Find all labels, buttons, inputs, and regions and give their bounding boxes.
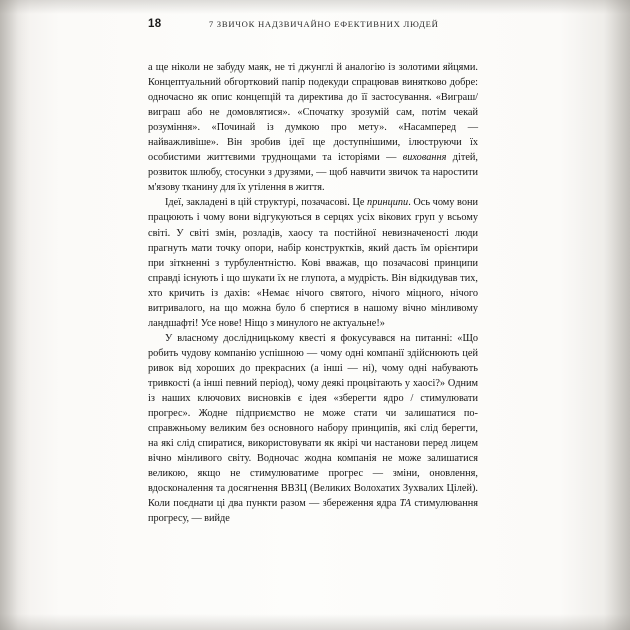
page-number: 18 [148, 18, 162, 30]
paragraph-2: Ідеї, закладені в цій структурі, позачасові. Це принципи. Ось чому вони працюють і чому вони відгукуються в серцях усіх вікових груп у всьому світі. У світі змін, розладів, хаосу та постійної невизначеності люди прагнуть мати точку опори, набір конструктків, який дасть їм орієнтири при зіткненні з турбулентністю. Кові вважав, що позачасові принципи справді існують і що шукати їх не глупота, а мудрість. Він відкидував тих, хто кричить із дахів: «Немає нічого святого, нічого міцного, нічого витривалого, на що можна було б спертися в нашому вічно мінливому ландшафті! Усе нове! Ніщо з минулого не актуальне!» [148, 197, 479, 329]
running-head-title: 7 ЗВИЧОК НАДЗВИЧАЙНО ЕФЕКТИВНИХ ЛЮДЕЙ [208, 19, 439, 29]
paragraph-1: а ще ніколи не забуду маяк, не ті джунглі й аналогію із золотими яйцями. Концептуальний обгортковий папір подекуди спрацював винятково добре: одночасно як опис концепцій та директива до її застосування. «Виграш/виграш або не домовлятися». «Спочатку зрозумій сам, потім чекай розуміння». «Починай із думкою про мету». «Насамперед — найважливіше». Він зробив ідеї ще доступнішими, ілюструючи їх особистими життєвими труднощами та історіями — виховання дітей, розвиток шлюбу, стосунки з друзями, — щоб навчити звичок та наростити м'язову тканину для їх утілення в життя. [148, 62, 478, 194]
body-text [148, 60, 478, 526]
paragraph-3: У власному дослідницькому квесті я фокусувався на питанні: «Що робить чудову компанію успішною — чому одні компанії здійснюють цей ривок від хороших до прекрасних (а інші — ні), чому одні набувають тривкості (а інші певний період), чому деякі процвітають у хаосі?» Одним із наших ключових висновків є ідея «зберегти ядро / стимулювати прогрес». Жодне підприємство не може стати чи залишатися по-справжньому великим без основного набору принципів, які слід берегти, на які слід спиратися, використовувати як якірі чи настанови перед лицем вічно мінливого світу. Водночас жодна компанія не може залишатися великою, якщо не стимулюватиме прогрес — зміни, оновлення, вдосконалення та досягнення ВВЗЦ (Великих Волохатих Зухвалих Цілей). Коли поєднати ці два пункти разом — збереження ядра ТА стимулювання прогресу, — вийде [148, 332, 478, 525]
page-content [148, 18, 478, 526]
running-head [148, 18, 478, 38]
